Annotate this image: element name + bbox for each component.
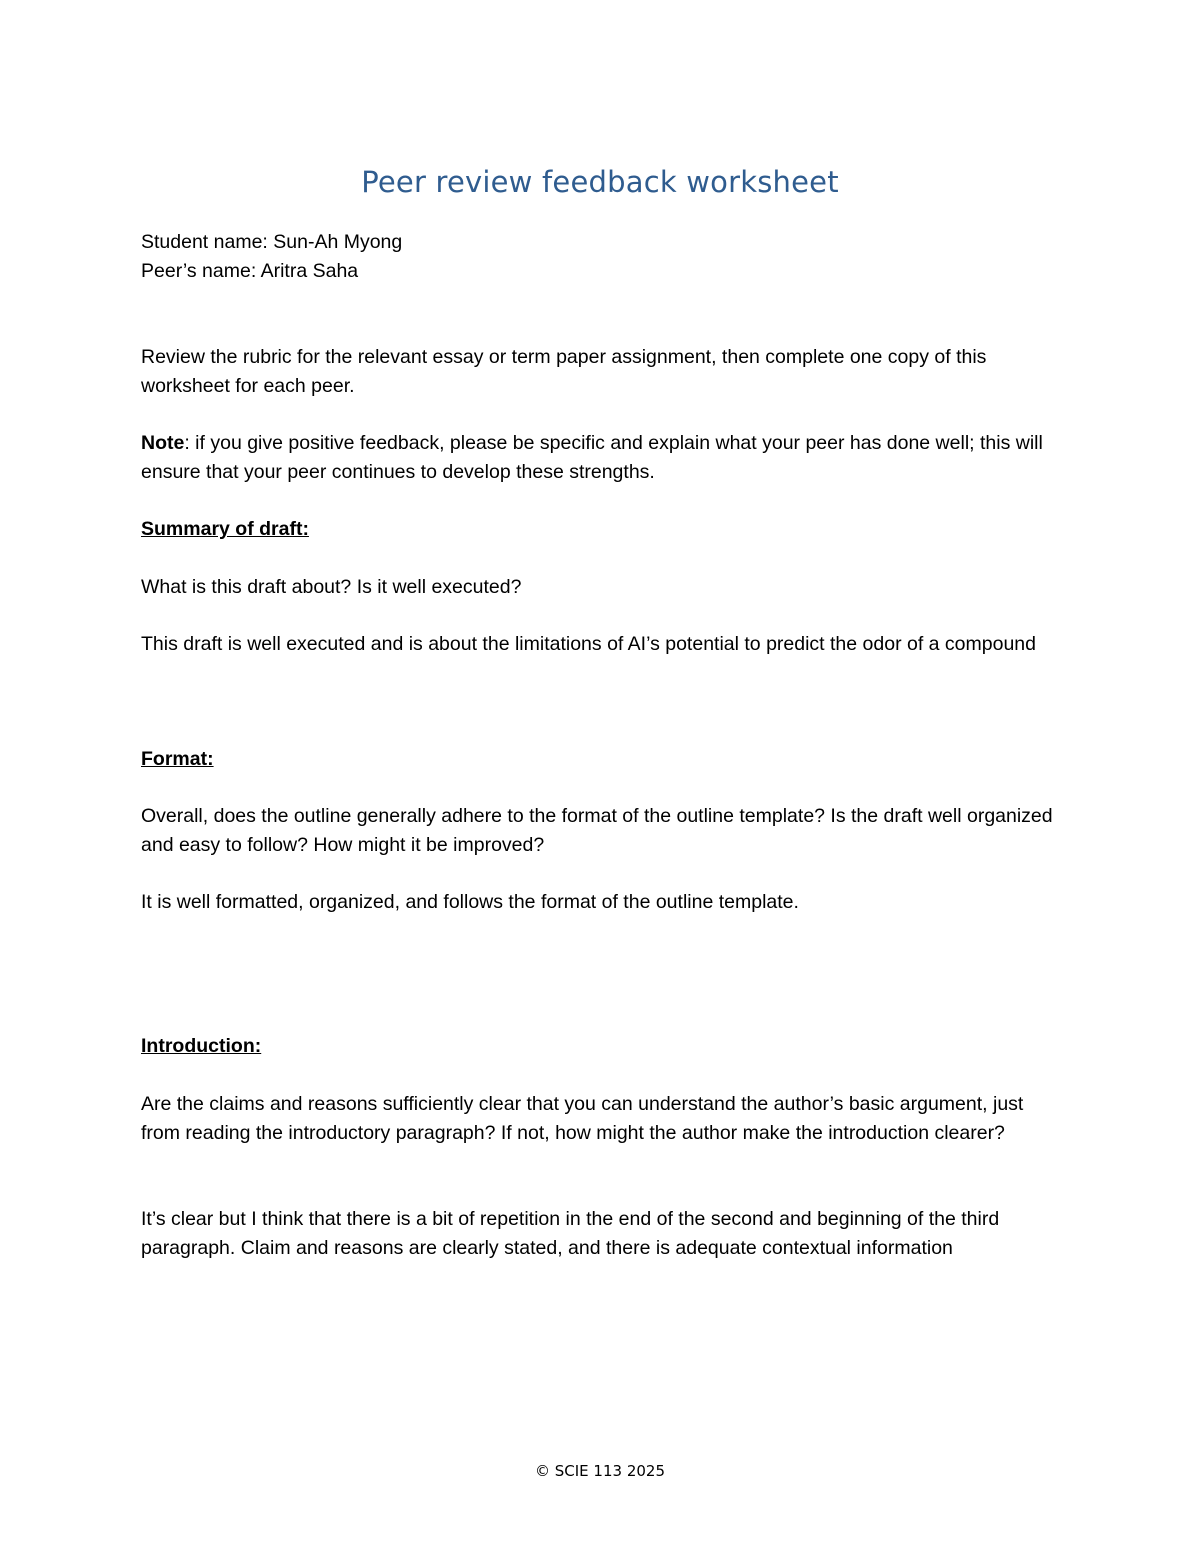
note-label: Note: [141, 432, 185, 454]
peer-name-line: Peer’s name: Aritra Saha: [141, 260, 359, 282]
section-answer-summary: This draft is well executed and is about the limitations of AI’s potential to predict the odor of a compound: [141, 633, 1036, 655]
student-name-line: Student name: Sun-Ah Myong: [141, 231, 403, 253]
note-paragraph: [141, 429, 1061, 487]
section-question-format: Overall, does the outline generally adhere to the format of the outline template? Is the draft well organized and easy to follow? How might it be improved?: [141, 805, 1053, 856]
footer-copyright: © SCIE 113 2025: [534, 1462, 665, 1480]
section-heading-summary: Summary of draft:: [141, 518, 309, 540]
page-title: Peer review feedback worksheet: [361, 165, 839, 199]
section-question-introduction: Are the claims and reasons sufficiently clear that you can understand the author’s basic argument, just from reading the introductory paragraph? If not, how might the author make the introduction clearer?: [141, 1093, 1024, 1144]
section-answer-format: It is well formatted, organized, and follows the format of the outline template.: [141, 891, 799, 913]
section-answer-introduction: It’s clear but I think that there is a bit of repetition in the end of the second and beginning of the third paragraph. Claim and reasons are clearly stated, and there is adequate contextual information: [141, 1208, 1000, 1259]
instructions-paragraph: Review the rubric for the relevant essay or term paper assignment, then complete one copy of this worksheet for each peer.: [141, 346, 987, 397]
section-heading-format: Format:: [141, 748, 214, 770]
section-heading-introduction: Introduction:: [141, 1035, 262, 1057]
note-text: : if you give positive feedback, please be specific and explain what your peer has done well; this will ensure that your peer continues to develop these strengths.: [141, 432, 1043, 483]
section-question-summary: What is this draft about? Is it well executed?: [141, 576, 522, 598]
